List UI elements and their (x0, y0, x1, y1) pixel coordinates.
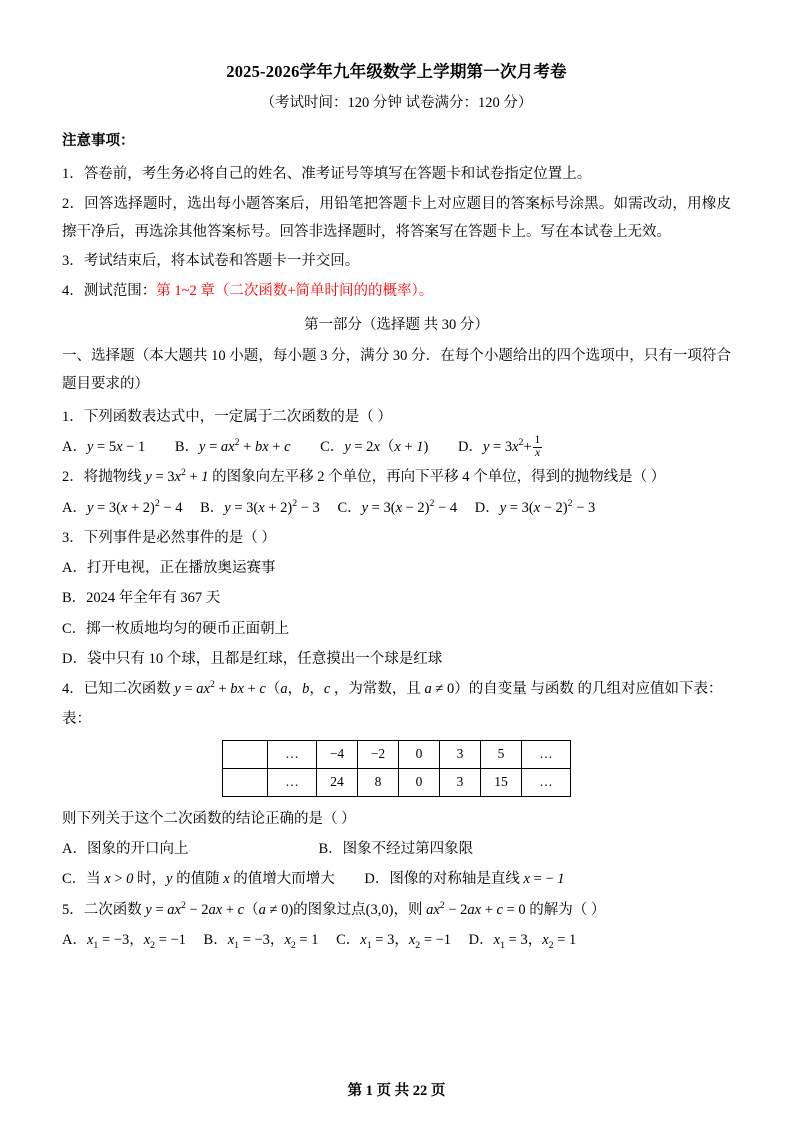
q3-option-c: C．掷一枚质地均匀的硬币正面朝上 (62, 620, 290, 637)
q1-opt-d-label: D． (457, 439, 483, 456)
exam-subtitle: （考试时间：120 分钟 试卷满分：120 分） (260, 95, 533, 111)
q4-option-b: B．图象不经过第四象限 (318, 840, 474, 857)
q3-text: 下列事件是必然事件的是（ ） (83, 529, 276, 546)
q4-table-r1-c1: … (268, 740, 317, 768)
q4-table-r1-c7: … (522, 740, 571, 768)
q1-text: 下列函数表达式中，一定属于二次函数的是（ ） (83, 408, 392, 425)
q5-text-tail: 的图象过点(3,0)，则 (293, 901, 423, 918)
section-intro: 一、选择题（本大题共 10 小题，每小题 3 分，满分 30 分．在每个小题给出的四个选项中，只有一项符合题目要求的） (62, 348, 731, 392)
q4-table-r2-c1: … (268, 768, 317, 796)
notice-item-4 (62, 278, 731, 306)
question-1-options: A．y = 5x − 1 B．$y = ax^2$ + bx + c C．y = 2x（x + 1) D．$y = 3x^2+$ $\frac{1}{x}$ (62, 434, 541, 460)
q4-option-c: C．当 (62, 871, 101, 888)
q4-text-pre: 已知二次函数 (83, 681, 171, 698)
question-4-options-cd: C．当 x > 0 时，y 的值随 x 的值增大而增大 D．图像的对称轴是直线 x = − 1 (62, 871, 565, 888)
notice-item-2: 2．回答选择题时，选出每小题答案后，用铅笔把答题卡上对应题目的答案标号涂黑。如需改动，用橡皮擦干净后，再选涂其他答案标号。回答非选择题时，将答案写在答题卡上。写在本试卷上无效。 (62, 195, 731, 240)
q1-opt-c-label: C． (320, 439, 345, 456)
part-heading: 第一部分（选择题 共 30 分） (304, 317, 489, 334)
q4-number: 4 (62, 681, 70, 698)
notice-4-prefix: 4．测试范围： (62, 283, 157, 300)
q4-table-r2-c0 (223, 768, 268, 796)
question-3-stem: 3．下列事件是必然事件的是（ ） (62, 529, 276, 546)
q4-table-r1-c2: −4 (317, 740, 358, 768)
table-row (223, 768, 571, 796)
page-title: 2025-2026学年九年级数学上学期第一次月考卷 (226, 62, 567, 81)
q4-option-a: A．图象的开口向上 (62, 840, 189, 857)
q4-table-r1-c4: 0 (399, 740, 440, 768)
q1-opt-b-label: B． (174, 439, 200, 456)
question-4-table (222, 740, 571, 797)
q4-text-post2: 0）的自变量 与函数 的几组对应值如下表： (447, 681, 723, 698)
q4-text-post: ，为常数，且 (333, 681, 421, 698)
notice-item-3: 3．考试结束后，将本试卷和答题卡一并交回。 (62, 253, 360, 270)
q2-number: 2 (62, 469, 70, 486)
q4-option-d: D．图像的对称轴是直线 (364, 871, 520, 888)
q3-option-d: D．袋中只有 10 个球，且都是红球，任意摸出一个球是红球 (62, 650, 443, 667)
q4-table-r1-c0 (223, 740, 268, 768)
q4-table-r2-c7: … (522, 768, 571, 796)
q3-number: 3 (62, 529, 70, 546)
q2-text: 将抛物线 (83, 469, 142, 486)
q5-text: 二次函数 (83, 901, 142, 918)
page-footer: 第 1 页 共 22 页 (347, 1083, 446, 1099)
q1-number: 1 (62, 408, 70, 425)
q1-opt-a-label: A． (62, 439, 87, 456)
q3-option-a: A．打开电视，正在播放奥运赛事 (62, 560, 276, 577)
q4-table-r2-c3: 8 (358, 768, 399, 796)
table-row (223, 740, 571, 768)
q4-table-r2-c2: 24 (317, 768, 358, 796)
q5-text-tail2: 的解为（ ） (529, 901, 606, 918)
question-1-stem: 1．下列函数表达式中，一定属于二次函数的是（ ） (62, 408, 392, 425)
q4-table-r2-c6: 15 (481, 768, 522, 796)
q4-table-r2-c4: 0 (399, 768, 440, 796)
question-2-stem: 2．将抛物线 $y = 3x^2 + 1$ 的图象向左平移 2 个单位，再向下平移 4 个单位，得到的抛物线是（ ） (62, 467, 666, 486)
question-4-options-ab (62, 835, 731, 863)
question-4-stem-cont: 表： (62, 711, 91, 728)
q3-option-b: B．2024 年全年有 367 天 (62, 590, 221, 607)
question-5-stem: 5．二次函数 $y = ax^2 - 2ax + c(a \ne 0)$的图象过点(3,0)，则 $ax^2 - 2ax + c = 0$ 的解为（ ） (62, 899, 606, 918)
question-2-options: A．$y = 3(x + 2)^2 - 4$ B．$y = 3(x + 2)^2 - 3$ C．$y = 3(x - 2)^2 - 4$ D．$y = 3(x - 2)^2 - 3$ (62, 497, 596, 516)
q5-number: 5 (62, 901, 70, 918)
q2-text-tail: 的图象向左平移 2 个单位，再向下平移 4 个单位，得到的抛物线是（ ） (212, 469, 666, 486)
q4-table-r1-c6: 5 (481, 740, 522, 768)
question-4-stem: 4．已知二次函数 $y = ax^2$ + bx + c（a，b，c ，为常数，且 a ≠ 0）的自变量 与函数 的几组对应值如下表： (62, 679, 723, 698)
notice-item-1: 1．答卷前，考生务必将自己的姓名、准考证号等填写在答题卡和试卷指定位置上。 (62, 166, 592, 182)
question-4-after-table: 则下列关于这个二次函数的结论正确的是（ ） (62, 810, 356, 827)
question-5-options: A．$x_1 = -3$，$x_2 = -1$ B．$x_1 = -3$，$x_2 = 1$ C．$x_1 = 3$，$x_2 = -1$ D．$x_1 = 3$，$x_2 = 1$ (62, 931, 577, 951)
q4-table-r1-c3: −2 (358, 740, 399, 768)
notice-4-scope: 第 1~2 章（二次函数+简单时间的的概率）。 (156, 283, 434, 300)
q4-table-r1-c5: 3 (440, 740, 481, 768)
q4-table-r2-c5: 3 (440, 768, 481, 796)
notice-heading: 注意事项： (62, 133, 135, 149)
